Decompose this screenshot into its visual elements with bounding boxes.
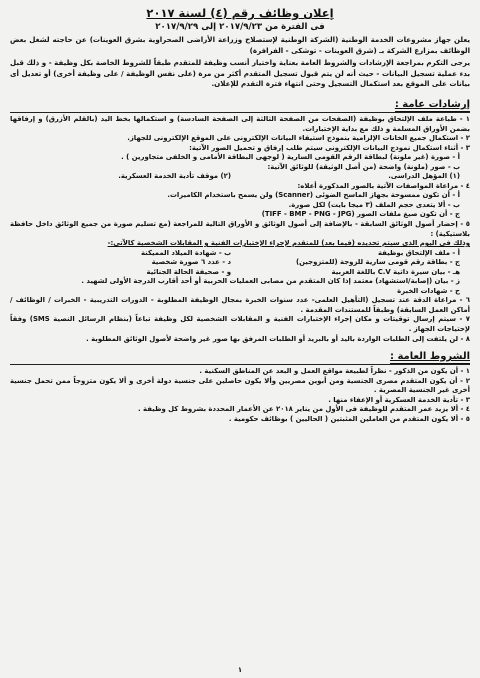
page-title: إعلان وظائف رقم (٤) لسنة ٢٠١٧	[146, 6, 334, 20]
general-condition-1: ١ - أن يكون من الذكور - نظراً لطبيعة مواقع العمل و البعد عن المناطق السكنية .	[199, 367, 470, 376]
guidance-item-8: ٨ - لن يلتفت إلى الطلبات الواردة باليد أو بالبريد أو الطلبات المرفق بها صور غير واضحة لأصول الوثائق المطلوبة .	[86, 334, 470, 343]
guidance-item-5: ٥ - إحضار أصول الوثائق السابقة - بالإضافة إلى أصول الوثائق و الأوراق التالية للمراجعة (مع تسليم صورة من جميع الوثائق داخل حافظة بلاستيكية) :	[10, 219, 470, 238]
general-condition-5: ٥ - ألا يكون المتقدم من العاملين المثبتين ( الحاليين ) بوظائف حكومية .	[228, 414, 470, 423]
required-doc: (١) المؤهل الدراسى.	[388, 172, 460, 181]
guidance-heading: إرشادات عامة :	[394, 98, 470, 110]
guidance-item-4c: ج - أن تكون صيغ ملفات الصور (TIFF - BMP - PNG - JPG)	[261, 210, 460, 219]
guidance-item-4a: أ - أن تكون ممسوحة بجهاز الماسح الضوئى (Scanner) ولن يسمح باستخدام الكاميرات.	[167, 191, 460, 200]
required-doc: (٢) موقف تأدية الخدمة العسكرية.	[118, 172, 231, 181]
guidance-item-3a: أ - صورة (غير ملونة) لبطاقة الرقم القومى السارية ( لوجهى البطاقة الأمامى و الخلفى متجاورين ) .	[121, 153, 460, 162]
intro-paragraph-1: يعلن جهاز مشروعات الخدمة الوطنية (الشركة الوطنية لإستصلاح وزراعة الأراضى الصحراوية بشرق العوينات) عن حاجته لشغل بعض الوظائف بمزارع الشركة بـ (شرق العوينات - توشكى - الفرافرة)	[10, 35, 470, 55]
guidance-item-2: ٢ - استكمال جميع الخانات الإلزامية بنموذج استيفاء البيانات الإلكترونى على الموقع الإلكترونى للجهاز.	[127, 134, 470, 143]
document-entry: د - عدد ٦ صورة شخصية	[151, 258, 231, 267]
document-entry: ج - بطاقة رقم قومى سارية للزوجة (للمتزوجين)	[295, 258, 460, 267]
document-entry-injury: ز - بيان (إصابة/استشهاد) معتمد إذا كان المتقدم من مصابى العمليات الحربية أو أحد أقارب الدرجة الأولى لشهيد .	[81, 277, 460, 286]
guidance-item-3: ٣ - أثناء استكمال نموذج البيانات الإلكترونى سيتم طلب إرفاق و تحميل الصور الآتية:	[189, 143, 470, 152]
guidance-item-6: ٦ - مراعاة الدقة عند تسجيل (التأهيل العلمى- عدد سنوات الخبرة بمجال الوظيفة المطلوبة - الدورات التدريبية - الخبرات / الوظائف / أماكن العمل السابقة) وطبقاً للمستندات المقدمة .	[10, 296, 470, 314]
document-entry: و - صحيفة الحالة الجنائية	[146, 267, 231, 276]
general-condition-3: ٣ - تأدية الخدمة العسكرية أو الإعفاء منها .	[328, 395, 470, 404]
document-entry: هـ - بيان سيرة ذاتية C.V باللغة العربية	[331, 267, 460, 276]
page-number: ١	[237, 666, 243, 674]
guidance-item-4: ٤ - مراعاة المواصفات الآتية بالصور المذكورة أعلاه:	[297, 181, 470, 190]
announcement-period: فى الفترة من ٢٠١٧/٩/٢٣ إلى ٢٠١٧/٩/٢٩	[155, 22, 325, 32]
document-entry-experience: ح - شهادات الخبرة	[397, 286, 460, 295]
guidance-item-7: ٧ - سيتم إرسال توقيتات و مكان إجراء الإختبارات الفنية و المقابلات الشخصية لكل وظيفة تباعاً (بنظام الرسائل النصية SMS) وفقاً لإحتياجات الجهاز .	[10, 315, 470, 333]
documents-grid	[10, 249, 470, 278]
guidance-item-1: ١ - طباعة ملف الإلتحاق بوظيفة (الصفحات من الصفحة الثالثة إلى الصفحة السادسة) و استكمالها بخط اليد (بالقلم الأزرق) و إرفاقها بضمن الأوراق المسلمة و ذلك مع بداية الإختبارات.	[10, 114, 470, 133]
document-entry: ب - شهادة الميلاد المميكنة	[140, 248, 231, 257]
general-condition-4: ٤ - ألا يزيد عمر المتقدم للوظيفة فى الأول من يناير ٢٠١٨ عن الأعمار المحددة بشروط كل وظيفة .	[138, 405, 470, 414]
guidance-item-5-note: وذلك فى اليوم الذى سيتم تحديده (فيما بعد) للمتقدم لإجراء الإختبارات الفنية و المقابلات الشخصية كالآتى:-	[107, 239, 470, 248]
divider	[10, 112, 470, 113]
guidance-item-4b: ب - ألا يتعدى حجم الملف (٣ ميجا بايت) لكل صورة.	[288, 200, 460, 209]
general-conditions-heading: الشروط العامة :	[390, 351, 470, 363]
intro-paragraph-2: يرجى التكرم بمراجعة الإرشادات والشروط العامة بعناية واختيار أنسب وظيفة للمتقدم طبقاً للشروط الخاصة بكل وظيفة - و ذلك قبل بدء عملية تسجيل البيانات - حيث أنه لن يتم قبول تسجيل المتقدم أكثر من مرة (على نفس الوظيفة / على وظيفة أخرى) أو تعديل أى بيانات على الموقع بعد استكمال التسجيل وحتى انتهاء فترة التقدم للإعلان.	[10, 58, 470, 89]
general-condition-2: ٢ - أن يكون المتقدم مصرى الجنسية ومن أبوين مصريين وألا يكون حاصلين على جنسية دولة أخرى و ألا يكون متزوجاً ممن تحمل جنسية أخرى غير الجنسية المصرية .	[10, 376, 470, 395]
document-entry: أ - ملف الإلتحاق بوظيفة	[377, 248, 460, 257]
divider	[10, 364, 470, 365]
guidance-item-3b: ب - صور (ملونة) واضحة (من أصل الوثيقة) للوثائق الآتية:	[267, 162, 460, 171]
required-docs-list	[10, 172, 470, 182]
